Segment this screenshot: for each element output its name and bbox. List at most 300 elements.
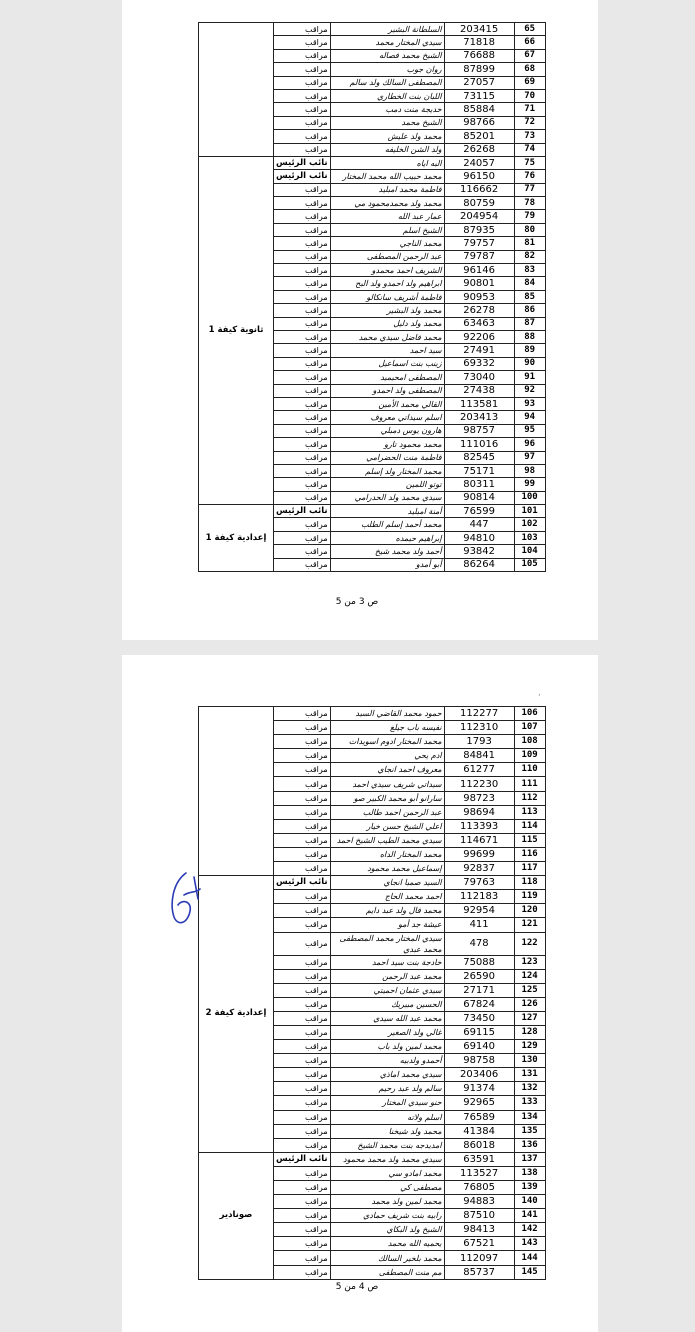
role-cell: مراقب	[274, 277, 331, 290]
name-cell: محمد المختار ادوم اسويدات	[330, 735, 444, 749]
id-number-cell: 98757	[444, 424, 514, 437]
exam-center-cell: ثانوية كيفة 1	[199, 156, 274, 504]
id-number-cell: 63463	[444, 317, 514, 330]
role-cell: مراقب	[274, 518, 331, 531]
role-cell: مراقب	[274, 1195, 331, 1209]
id-number-cell: 112277	[444, 707, 514, 721]
row-number-cell: 116	[514, 847, 545, 861]
role-cell: مراقب	[274, 833, 331, 847]
role-cell: مراقب	[274, 130, 331, 143]
name-cell: اللبان بنت الخطاري	[330, 89, 444, 102]
role-cell: مراقب	[274, 49, 331, 62]
row-number-cell: 139	[514, 1181, 545, 1195]
role-cell: مراقب	[274, 819, 331, 833]
row-number-cell: 71	[514, 103, 545, 116]
row-number-cell: 91	[514, 371, 545, 384]
row-number-cell: 101	[514, 505, 545, 518]
name-cell: سيدي المختار محمد	[330, 36, 444, 49]
role-cell: مراقب	[274, 250, 331, 263]
role-cell: مراقب	[274, 1138, 331, 1152]
row-number-cell: 119	[514, 890, 545, 904]
name-cell: محمد المختار ولد إسلم	[330, 464, 444, 477]
id-number-cell: 447	[444, 518, 514, 531]
name-cell: أمنة امبليد	[330, 505, 444, 518]
row-number-cell: 75	[514, 156, 545, 169]
name-cell: محمد ولد شيخنا	[330, 1124, 444, 1138]
id-number-cell: 114671	[444, 833, 514, 847]
role-cell: مراقب	[274, 237, 331, 250]
id-number-cell: 73115	[444, 89, 514, 102]
role-cell: مراقب	[274, 478, 331, 491]
row-number-cell: 142	[514, 1223, 545, 1237]
row-number-cell: 65	[514, 23, 545, 36]
row-number-cell: 127	[514, 1011, 545, 1025]
role-cell: مراقب	[274, 932, 331, 955]
name-cell: محمد حبيب الله محمد المختار	[330, 170, 444, 183]
role-cell: مراقب	[274, 749, 331, 763]
role-cell: مراقب	[274, 890, 331, 904]
row-number-cell: 129	[514, 1040, 545, 1054]
name-cell: سيدي محمد الطيب الشيخ احمد	[330, 833, 444, 847]
name-cell: احمد محمد الحاج	[330, 890, 444, 904]
name-cell: محمد ولد محمدمحمود مي	[330, 197, 444, 210]
name-cell: فاطمة محمد امبليد	[330, 183, 444, 196]
role-cell: مراقب	[274, 1110, 331, 1124]
role-cell: مراقب	[274, 1209, 331, 1223]
id-number-cell: 76805	[444, 1181, 514, 1195]
id-number-cell: 112097	[444, 1251, 514, 1265]
id-number-cell: 75088	[444, 955, 514, 969]
name-cell: الشيخ محمد	[330, 116, 444, 129]
name-cell: حمود محمد القاضي السيد	[330, 707, 444, 721]
id-number-cell: 87510	[444, 1209, 514, 1223]
name-cell: اسلم ولاته	[330, 1110, 444, 1124]
row-number-cell: 89	[514, 344, 545, 357]
name-cell: محمد الناجي	[330, 237, 444, 250]
id-number-cell: 85201	[444, 130, 514, 143]
id-number-cell: 98694	[444, 805, 514, 819]
row-number-cell: 110	[514, 763, 545, 777]
name-cell: سيدي محمد ولد الحدرامي	[330, 491, 444, 504]
row-number-cell: 94	[514, 411, 545, 424]
row-number-cell: 143	[514, 1237, 545, 1251]
name-cell: سيدي عثمان احميتي	[330, 983, 444, 997]
role-cell: مراقب	[274, 1166, 331, 1180]
table-row	[199, 23, 546, 36]
role-cell: مراقب	[274, 531, 331, 544]
role-cell: مراقب	[274, 721, 331, 735]
id-number-cell: 79763	[444, 876, 514, 890]
name-cell: رابيه بنت شريف حمادي	[330, 1209, 444, 1223]
table-row	[199, 707, 546, 721]
name-cell: محمد فاضل سيدي محمد	[330, 330, 444, 343]
row-number-cell: 85	[514, 290, 545, 303]
id-number-cell: 76599	[444, 505, 514, 518]
row-number-cell: 87	[514, 317, 545, 330]
row-number-cell: 109	[514, 749, 545, 763]
role-cell: مراقب	[274, 805, 331, 819]
id-number-cell: 94810	[444, 531, 514, 544]
row-number-cell: 112	[514, 791, 545, 805]
id-number-cell: 69115	[444, 1025, 514, 1039]
exam-center-cell	[199, 23, 274, 157]
name-cell: محمد عبد الرحمن	[330, 969, 444, 983]
name-cell: محمد امادو سي	[330, 1166, 444, 1180]
role-cell: مراقب	[274, 1011, 331, 1025]
role-cell: مراقب	[274, 424, 331, 437]
name-cell: سيد احمد	[330, 344, 444, 357]
role-cell: مراقب	[274, 1251, 331, 1265]
id-number-cell: 203415	[444, 23, 514, 36]
table-row	[199, 1152, 546, 1166]
name-cell: السيد صمبا انجاي	[330, 876, 444, 890]
role-cell: مراقب	[274, 1223, 331, 1237]
row-number-cell: 121	[514, 918, 545, 932]
role-cell: مراقب	[274, 1096, 331, 1110]
id-number-cell: 1793	[444, 735, 514, 749]
name-cell: محمد المختار الداه	[330, 847, 444, 861]
name-cell: عمار عبد الله	[330, 210, 444, 223]
row-number-cell: 88	[514, 330, 545, 343]
row-number-cell: 80	[514, 223, 545, 236]
name-cell: سيدي محمد اماذي	[330, 1068, 444, 1082]
role-cell: مراقب	[274, 735, 331, 749]
row-number-cell: 74	[514, 143, 545, 156]
roster-table	[198, 22, 546, 572]
row-number-cell: 118	[514, 876, 545, 890]
id-number-cell: 411	[444, 918, 514, 932]
row-number-cell: 82	[514, 250, 545, 263]
row-number-cell: 104	[514, 545, 545, 558]
row-number-cell: 140	[514, 1195, 545, 1209]
id-number-cell: 113581	[444, 397, 514, 410]
name-cell: سالم ولد عبد رحيم	[330, 1082, 444, 1096]
role-cell: نائب الرئيس	[274, 876, 331, 890]
row-number-cell: 79	[514, 210, 545, 223]
role-cell: مراقب	[274, 791, 331, 805]
name-cell: حنو سيدي المختار	[330, 1096, 444, 1110]
name-cell: مصطفى كي	[330, 1181, 444, 1195]
exam-center-cell: إعدادية كيفة 1	[199, 505, 274, 572]
id-number-cell: 67521	[444, 1237, 514, 1251]
role-cell: مراقب	[274, 103, 331, 116]
name-cell: إسماعيل محمد محمود	[330, 862, 444, 876]
role-cell: مراقب	[274, 777, 331, 791]
role-cell: مراقب	[274, 397, 331, 410]
id-number-cell: 85737	[444, 1265, 514, 1279]
name-cell: هارون يوس دمبلي	[330, 424, 444, 437]
id-number-cell: 80759	[444, 197, 514, 210]
row-number-cell: 99	[514, 478, 545, 491]
role-cell: مراقب	[274, 143, 331, 156]
name-cell: محمد ولد عليش	[330, 130, 444, 143]
exam-center-cell: صونادير	[199, 1152, 274, 1279]
id-number-cell: 76589	[444, 1110, 514, 1124]
role-cell: مراقب	[274, 116, 331, 129]
id-number-cell: 79787	[444, 250, 514, 263]
role-cell: مراقب	[274, 1265, 331, 1279]
page-footer: ص 4 من 5	[335, 1282, 379, 1292]
id-number-cell: 203406	[444, 1068, 514, 1082]
role-cell: مراقب	[274, 558, 331, 571]
name-cell: سيدي محمد ولد محمد محمود	[330, 1152, 444, 1166]
role-cell: مراقب	[274, 847, 331, 861]
row-number-cell: 111	[514, 777, 545, 791]
id-number-cell: 26590	[444, 969, 514, 983]
role-cell: مراقب	[274, 197, 331, 210]
id-number-cell: 90953	[444, 290, 514, 303]
role-cell: مراقب	[274, 1068, 331, 1082]
name-cell: نفيسه باب جيلغ	[330, 721, 444, 735]
role-cell: مراقب	[274, 438, 331, 451]
row-number-cell: 97	[514, 451, 545, 464]
row-number-cell: 98	[514, 464, 545, 477]
name-cell: مم منت المصطفى	[330, 1265, 444, 1279]
role-cell: نائب الرئيس	[274, 1152, 331, 1166]
name-cell: اعلي الشيخ حسن خيار	[330, 819, 444, 833]
document-page-3	[122, 0, 598, 640]
row-number-cell: 72	[514, 116, 545, 129]
role-cell: مراقب	[274, 411, 331, 424]
role-cell: مراقب	[274, 1040, 331, 1054]
exam-center-cell: إعدادية كيفة 2	[199, 876, 274, 1153]
id-number-cell: 203413	[444, 411, 514, 424]
role-cell: مراقب	[274, 763, 331, 777]
stray-mark: ,	[538, 688, 541, 698]
name-cell: اسلم سيداتي معروف	[330, 411, 444, 424]
name-cell: المصطفى امحيميد	[330, 371, 444, 384]
role-cell: مراقب	[274, 183, 331, 196]
id-number-cell: 86264	[444, 558, 514, 571]
table-row	[199, 876, 546, 890]
id-number-cell: 79757	[444, 237, 514, 250]
role-cell: نائب الرئيس	[274, 505, 331, 518]
id-number-cell: 69140	[444, 1040, 514, 1054]
name-cell: سيدي المختار محمد المصطفى محمد عبدي	[330, 932, 444, 955]
row-number-cell: 83	[514, 264, 545, 277]
document-page-4	[122, 655, 598, 1332]
row-number-cell: 132	[514, 1082, 545, 1096]
role-cell: مراقب	[274, 955, 331, 969]
role-cell: مراقب	[274, 983, 331, 997]
id-number-cell: 80311	[444, 478, 514, 491]
name-cell: محمد ولد دليل	[330, 317, 444, 330]
id-number-cell: 204954	[444, 210, 514, 223]
role-cell: مراقب	[274, 1124, 331, 1138]
id-number-cell: 93842	[444, 545, 514, 558]
name-cell: الشيخ ولد البكاي	[330, 1223, 444, 1237]
id-number-cell: 71818	[444, 36, 514, 49]
name-cell: محمد لمين ولد محمد	[330, 1195, 444, 1209]
row-number-cell: 78	[514, 197, 545, 210]
name-cell: ابراهيم ولد احمدو ولد البح	[330, 277, 444, 290]
id-number-cell: 26278	[444, 304, 514, 317]
name-cell: أحمد ولد محمد شيخ	[330, 545, 444, 558]
row-number-cell: 106	[514, 707, 545, 721]
row-number-cell: 107	[514, 721, 545, 735]
row-number-cell: 135	[514, 1124, 545, 1138]
name-cell: محمد أحمد إسلم الطلب	[330, 518, 444, 531]
row-number-cell: 134	[514, 1110, 545, 1124]
name-cell: محمد لمين ولد باب	[330, 1040, 444, 1054]
id-number-cell: 26268	[444, 143, 514, 156]
row-number-cell: 123	[514, 955, 545, 969]
row-number-cell: 137	[514, 1152, 545, 1166]
id-number-cell: 92954	[444, 904, 514, 918]
name-cell: فاطمة منت الحضرامي	[330, 451, 444, 464]
name-cell: الشريف احمد محمدو	[330, 264, 444, 277]
id-number-cell: 99699	[444, 847, 514, 861]
id-number-cell: 96150	[444, 170, 514, 183]
id-number-cell: 98723	[444, 791, 514, 805]
role-cell: مراقب	[274, 371, 331, 384]
role-cell: مراقب	[274, 89, 331, 102]
name-cell: روان جوب	[330, 63, 444, 76]
role-cell: مراقب	[274, 357, 331, 370]
name-cell: عبد الرحمن احمد طالب	[330, 805, 444, 819]
row-number-cell: 120	[514, 904, 545, 918]
id-number-cell: 41384	[444, 1124, 514, 1138]
role-cell: مراقب	[274, 210, 331, 223]
name-cell: محمد فال ولد عبد دايم	[330, 904, 444, 918]
role-cell: مراقب	[274, 330, 331, 343]
role-cell: مراقب	[274, 76, 331, 89]
row-number-cell: 128	[514, 1025, 545, 1039]
row-number-cell: 96	[514, 438, 545, 451]
id-number-cell: 90814	[444, 491, 514, 504]
id-number-cell: 113393	[444, 819, 514, 833]
row-number-cell: 103	[514, 531, 545, 544]
role-cell: مراقب	[274, 904, 331, 918]
name-cell: محمد ولد البشير	[330, 304, 444, 317]
roster-table	[198, 706, 546, 1280]
row-number-cell: 136	[514, 1138, 545, 1152]
role-cell: مراقب	[274, 451, 331, 464]
row-number-cell: 145	[514, 1265, 545, 1279]
row-number-cell: 133	[514, 1096, 545, 1110]
row-number-cell: 115	[514, 833, 545, 847]
table-row	[199, 156, 546, 169]
name-cell: محمد بلخير السالك	[330, 1251, 444, 1265]
row-number-cell: 126	[514, 997, 545, 1011]
role-cell: مراقب	[274, 1181, 331, 1195]
role-cell: مراقب	[274, 317, 331, 330]
role-cell: مراقب	[274, 23, 331, 36]
id-number-cell: 478	[444, 932, 514, 955]
name-cell: خديجة منت دمب	[330, 103, 444, 116]
row-number-cell: 77	[514, 183, 545, 196]
name-cell: البه اياه	[330, 156, 444, 169]
id-number-cell: 112310	[444, 721, 514, 735]
id-number-cell: 85884	[444, 103, 514, 116]
id-number-cell: 116662	[444, 183, 514, 196]
name-cell: سارانو أبو محمد الكبير صو	[330, 791, 444, 805]
handwritten-signature	[164, 865, 204, 935]
row-number-cell: 90	[514, 357, 545, 370]
row-number-cell: 114	[514, 819, 545, 833]
role-cell: نائب الرئيس	[274, 156, 331, 169]
role-cell: مراقب	[274, 1237, 331, 1251]
name-cell: الحسين مبيريك	[330, 997, 444, 1011]
role-cell: مراقب	[274, 290, 331, 303]
name-cell: ادم يحي	[330, 749, 444, 763]
role-cell: مراقب	[274, 264, 331, 277]
id-number-cell: 112230	[444, 777, 514, 791]
id-number-cell: 91374	[444, 1082, 514, 1096]
id-number-cell: 84841	[444, 749, 514, 763]
row-number-cell: 122	[514, 932, 545, 955]
name-cell: عبد الرحمن المصطفى	[330, 250, 444, 263]
name-cell: الشيخ اسلم	[330, 223, 444, 236]
row-number-cell: 84	[514, 277, 545, 290]
role-cell: مراقب	[274, 918, 331, 932]
role-cell: مراقب	[274, 545, 331, 558]
id-number-cell: 86018	[444, 1138, 514, 1152]
id-number-cell: 73040	[444, 371, 514, 384]
role-cell: مراقب	[274, 491, 331, 504]
name-cell: خادجة بنت سيد احمد	[330, 955, 444, 969]
role-cell: مراقب	[274, 1025, 331, 1039]
page-footer: ص 3 من 5	[335, 597, 379, 607]
name-cell: أبو أمدو	[330, 558, 444, 571]
role-cell: مراقب	[274, 36, 331, 49]
row-number-cell: 69	[514, 76, 545, 89]
row-number-cell: 76	[514, 170, 545, 183]
role-cell: مراقب	[274, 707, 331, 721]
name-cell: القالي محمد الأمين	[330, 397, 444, 410]
name-cell: إبراهيم حيمده	[330, 531, 444, 544]
role-cell: مراقب	[274, 344, 331, 357]
roster-table-body	[199, 23, 546, 572]
role-cell: مراقب	[274, 1082, 331, 1096]
row-number-cell: 141	[514, 1209, 545, 1223]
role-cell: مراقب	[274, 223, 331, 236]
row-number-cell: 100	[514, 491, 545, 504]
id-number-cell: 92965	[444, 1096, 514, 1110]
name-cell: عيشة جد أمو	[330, 918, 444, 932]
row-number-cell: 131	[514, 1068, 545, 1082]
name-cell: ولد الشن الخليفه	[330, 143, 444, 156]
role-cell: نائب الرئيس	[274, 170, 331, 183]
role-cell: مراقب	[274, 1054, 331, 1068]
role-cell: مراقب	[274, 384, 331, 397]
id-number-cell: 27171	[444, 983, 514, 997]
name-cell: سيداتي شريف سيدي احمد	[330, 777, 444, 791]
id-number-cell: 87935	[444, 223, 514, 236]
name-cell: توتو اللمين	[330, 478, 444, 491]
id-number-cell: 63591	[444, 1152, 514, 1166]
id-number-cell: 90801	[444, 277, 514, 290]
name-cell: يحميه الله محمد	[330, 1237, 444, 1251]
row-number-cell: 117	[514, 862, 545, 876]
id-number-cell: 98413	[444, 1223, 514, 1237]
row-number-cell: 93	[514, 397, 545, 410]
row-number-cell: 113	[514, 805, 545, 819]
row-number-cell: 67	[514, 49, 545, 62]
role-cell: مراقب	[274, 464, 331, 477]
id-number-cell: 98766	[444, 116, 514, 129]
id-number-cell: 27438	[444, 384, 514, 397]
id-number-cell: 67824	[444, 997, 514, 1011]
row-number-cell: 81	[514, 237, 545, 250]
id-number-cell: 75171	[444, 464, 514, 477]
row-number-cell: 102	[514, 518, 545, 531]
id-number-cell: 61277	[444, 763, 514, 777]
row-number-cell: 124	[514, 969, 545, 983]
exam-center-cell	[199, 707, 274, 876]
id-number-cell: 113527	[444, 1166, 514, 1180]
row-number-cell: 70	[514, 89, 545, 102]
